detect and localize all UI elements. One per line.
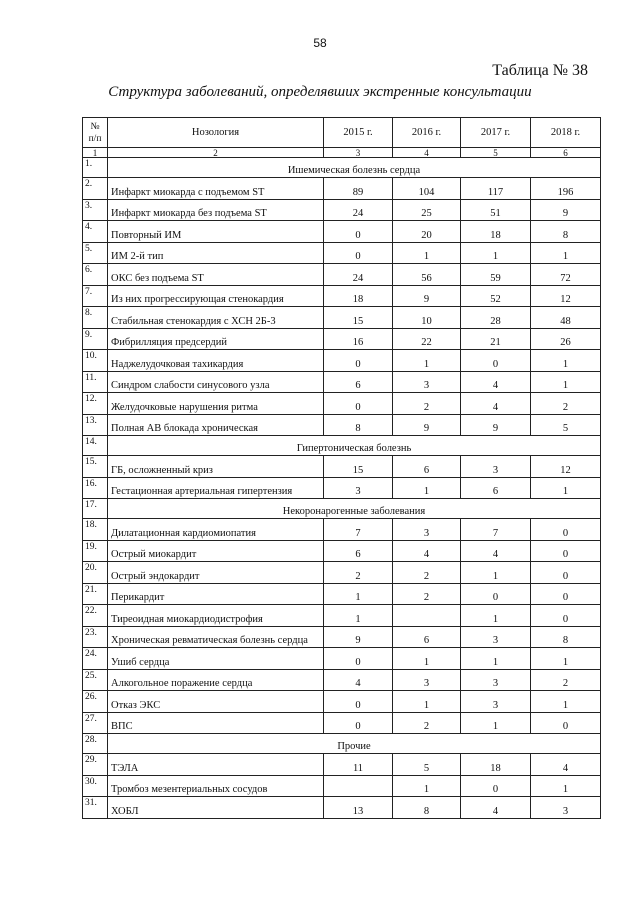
row-number: 13. xyxy=(83,414,108,436)
column-index-row xyxy=(83,148,601,158)
value-cell: 0 xyxy=(531,519,601,541)
nosology-name: Ушиб сердца xyxy=(108,648,324,670)
nosology-name: Острый миокардит xyxy=(108,540,324,562)
value-cell: 0 xyxy=(531,562,601,584)
nosology-name: Наджелудочковая тахикардия xyxy=(108,350,324,372)
header-row xyxy=(83,118,601,148)
value-cell: 0 xyxy=(531,583,601,605)
value-cell: 8 xyxy=(531,221,601,243)
row-number: 23. xyxy=(83,626,108,648)
header-year-2015: 2015 г. xyxy=(324,118,393,148)
row-number: 29. xyxy=(83,754,108,776)
value-cell: 0 xyxy=(324,350,393,372)
table-caption: Структура заболеваний, определявших экстренные консультации xyxy=(108,84,532,100)
value-cell: 2 xyxy=(393,583,461,605)
value-cell: 8 xyxy=(324,414,393,436)
row-number: 19. xyxy=(83,540,108,562)
nosology-name: ИМ 2-й тип xyxy=(108,242,324,264)
page-number: 58 xyxy=(313,36,327,50)
value-cell: 48 xyxy=(531,307,601,329)
table-row xyxy=(83,350,601,372)
row-number: 1. xyxy=(83,158,108,178)
value-cell: 1 xyxy=(461,712,531,734)
value-cell: 12 xyxy=(531,456,601,478)
nosology-name: Дилатационная кардиомиопатия xyxy=(108,519,324,541)
column-index: 4 xyxy=(393,148,461,158)
row-number: 25. xyxy=(83,669,108,691)
value-cell: 26 xyxy=(531,328,601,350)
table-row xyxy=(83,456,601,478)
nosology-name: Синдром слабости синусового узла xyxy=(108,371,324,393)
nosology-name: Фибрилляция предсердий xyxy=(108,328,324,350)
table-row xyxy=(83,393,601,415)
nosology-name: Гестационная артериальная гипертензия xyxy=(108,477,324,499)
column-index: 6 xyxy=(531,148,601,158)
nosology-name: Желудочковые нарушения ритма xyxy=(108,393,324,415)
value-cell: 7 xyxy=(324,519,393,541)
value-cell: 18 xyxy=(324,285,393,307)
row-number: 14. xyxy=(83,436,108,456)
value-cell: 51 xyxy=(461,199,531,221)
value-cell: 18 xyxy=(461,221,531,243)
table-row xyxy=(83,307,601,329)
table-row xyxy=(83,264,601,286)
value-cell: 2 xyxy=(393,562,461,584)
value-cell: 4 xyxy=(461,540,531,562)
value-cell: 56 xyxy=(393,264,461,286)
value-cell: 10 xyxy=(393,307,461,329)
value-cell: 1 xyxy=(393,691,461,713)
value-cell: 6 xyxy=(324,371,393,393)
table-body xyxy=(83,158,601,819)
value-cell: 104 xyxy=(393,178,461,200)
value-cell: 3 xyxy=(393,669,461,691)
value-cell: 18 xyxy=(461,754,531,776)
row-number: 22. xyxy=(83,605,108,627)
nosology-name: Алкогольное поражение сердца xyxy=(108,669,324,691)
value-cell: 9 xyxy=(393,414,461,436)
table-row xyxy=(83,242,601,264)
table-row xyxy=(83,285,601,307)
value-cell: 21 xyxy=(461,328,531,350)
section-title: Ишемическая болезнь сердца xyxy=(108,158,601,178)
value-cell: 15 xyxy=(324,307,393,329)
table-row xyxy=(83,669,601,691)
value-cell: 6 xyxy=(461,477,531,499)
row-number: 26. xyxy=(83,691,108,713)
value-cell: 15 xyxy=(324,456,393,478)
nosology-name: ХОБЛ xyxy=(108,797,324,819)
section-title: Некоронарогенные заболевания xyxy=(108,499,601,519)
section-title: Гипертоническая болезнь xyxy=(108,436,601,456)
value-cell: 1 xyxy=(393,350,461,372)
value-cell: 52 xyxy=(461,285,531,307)
nosology-name: ВПС xyxy=(108,712,324,734)
value-cell: 1 xyxy=(531,775,601,797)
value-cell: 1 xyxy=(461,242,531,264)
value-cell: 0 xyxy=(461,350,531,372)
value-cell: 3 xyxy=(461,626,531,648)
value-cell: 4 xyxy=(393,540,461,562)
value-cell: 0 xyxy=(324,691,393,713)
value-cell: 0 xyxy=(324,242,393,264)
row-number: 8. xyxy=(83,307,108,329)
value-cell: 3 xyxy=(393,371,461,393)
nosology-name: Хроническая ревматическая болезнь сердца xyxy=(108,626,324,648)
row-number: 31. xyxy=(83,797,108,819)
value-cell: 25 xyxy=(393,199,461,221)
section-row xyxy=(83,436,601,456)
row-number: 27. xyxy=(83,712,108,734)
value-cell: 4 xyxy=(461,797,531,819)
value-cell: 0 xyxy=(324,393,393,415)
value-cell: 3 xyxy=(324,477,393,499)
value-cell: 9 xyxy=(324,626,393,648)
nosology-name: Инфаркт миокарда с подъемом ST xyxy=(108,178,324,200)
value-cell: 24 xyxy=(324,199,393,221)
section-row xyxy=(83,158,601,178)
row-number: 17. xyxy=(83,499,108,519)
value-cell: 2 xyxy=(531,669,601,691)
value-cell: 2 xyxy=(324,562,393,584)
value-cell: 3 xyxy=(393,519,461,541)
table-row xyxy=(83,797,601,819)
table-row xyxy=(83,477,601,499)
row-number: 18. xyxy=(83,519,108,541)
value-cell: 3 xyxy=(461,691,531,713)
value-cell: 9 xyxy=(393,285,461,307)
section-row xyxy=(83,734,601,754)
value-cell: 9 xyxy=(531,199,601,221)
value-cell: 196 xyxy=(531,178,601,200)
column-index: 1 xyxy=(83,148,108,158)
row-number: 9. xyxy=(83,328,108,350)
value-cell: 89 xyxy=(324,178,393,200)
value-cell: 3 xyxy=(531,797,601,819)
table-row xyxy=(83,626,601,648)
value-cell: 4 xyxy=(461,371,531,393)
value-cell: 1 xyxy=(393,242,461,264)
value-cell: 0 xyxy=(531,605,601,627)
nosology-name: Отказ ЭКС xyxy=(108,691,324,713)
value-cell: 28 xyxy=(461,307,531,329)
row-number: 28. xyxy=(83,734,108,754)
value-cell: 1 xyxy=(393,648,461,670)
table-row xyxy=(83,648,601,670)
section-row xyxy=(83,499,601,519)
value-cell: 20 xyxy=(393,221,461,243)
row-number: 11. xyxy=(83,371,108,393)
column-index: 2 xyxy=(108,148,324,158)
nosology-name: Тромбоз мезентериальных сосудов xyxy=(108,775,324,797)
table-row xyxy=(83,540,601,562)
value-cell: 11 xyxy=(324,754,393,776)
nosology-name: Острый эндокардит xyxy=(108,562,324,584)
value-cell: 12 xyxy=(531,285,601,307)
value-cell: 7 xyxy=(461,519,531,541)
header-num: № п/п xyxy=(83,118,108,148)
value-cell: 4 xyxy=(324,669,393,691)
row-number: 10. xyxy=(83,350,108,372)
value-cell: 1 xyxy=(531,477,601,499)
value-cell: 3 xyxy=(461,669,531,691)
row-number: 21. xyxy=(83,583,108,605)
value-cell: 1 xyxy=(393,775,461,797)
row-number: 7. xyxy=(83,285,108,307)
value-cell: 1 xyxy=(324,583,393,605)
row-number: 3. xyxy=(83,199,108,221)
value-cell: 13 xyxy=(324,797,393,819)
row-number: 30. xyxy=(83,775,108,797)
value-cell xyxy=(393,605,461,627)
value-cell: 8 xyxy=(393,797,461,819)
value-cell: 8 xyxy=(531,626,601,648)
value-cell: 4 xyxy=(531,754,601,776)
value-cell: 3 xyxy=(461,456,531,478)
value-cell: 117 xyxy=(461,178,531,200)
column-index: 5 xyxy=(461,148,531,158)
nosology-name: ТЭЛА xyxy=(108,754,324,776)
table-row xyxy=(83,519,601,541)
value-cell: 22 xyxy=(393,328,461,350)
row-number: 20. xyxy=(83,562,108,584)
value-cell: 0 xyxy=(324,648,393,670)
value-cell: 0 xyxy=(324,712,393,734)
value-cell: 2 xyxy=(393,712,461,734)
value-cell: 0 xyxy=(461,775,531,797)
value-cell: 6 xyxy=(324,540,393,562)
value-cell: 1 xyxy=(531,350,601,372)
row-number: 16. xyxy=(83,477,108,499)
value-cell: 1 xyxy=(461,648,531,670)
table-row xyxy=(83,562,601,584)
row-number: 15. xyxy=(83,456,108,478)
value-cell: 6 xyxy=(393,626,461,648)
value-cell: 0 xyxy=(531,712,601,734)
value-cell: 1 xyxy=(531,648,601,670)
nosology-name: Тиреоидная миокардиодистрофия xyxy=(108,605,324,627)
header-year-2016: 2016 г. xyxy=(393,118,461,148)
nosology-name: Инфаркт миокарда без подъема ST xyxy=(108,199,324,221)
table-row xyxy=(83,605,601,627)
nosology-name: Полная АВ блокада хроническая xyxy=(108,414,324,436)
header-year-2017: 2017 г. xyxy=(461,118,531,148)
row-number: 6. xyxy=(83,264,108,286)
nosology-name: Стабильная стенокардия с ХСН 2Б-3 xyxy=(108,307,324,329)
value-cell: 2 xyxy=(531,393,601,415)
row-number: 5. xyxy=(83,242,108,264)
value-cell: 4 xyxy=(461,393,531,415)
value-cell: 1 xyxy=(324,605,393,627)
value-cell: 0 xyxy=(531,540,601,562)
value-cell: 1 xyxy=(531,242,601,264)
nosology-name: Из них прогрессирующая стенокардия xyxy=(108,285,324,307)
value-cell: 59 xyxy=(461,264,531,286)
value-cell: 1 xyxy=(393,477,461,499)
value-cell: 1 xyxy=(531,371,601,393)
value-cell: 1 xyxy=(461,562,531,584)
value-cell xyxy=(324,775,393,797)
value-cell: 5 xyxy=(393,754,461,776)
value-cell: 1 xyxy=(461,605,531,627)
table-label: Таблица № 38 xyxy=(492,62,588,79)
row-number: 2. xyxy=(83,178,108,200)
nosology-name: Повторный ИМ xyxy=(108,221,324,243)
nosology-table xyxy=(82,117,601,819)
table-row xyxy=(83,691,601,713)
nosology-name: Перикардит xyxy=(108,583,324,605)
value-cell: 72 xyxy=(531,264,601,286)
row-number: 24. xyxy=(83,648,108,670)
table-row xyxy=(83,775,601,797)
row-number: 12. xyxy=(83,393,108,415)
value-cell: 6 xyxy=(393,456,461,478)
table-row xyxy=(83,328,601,350)
header-year-2018: 2018 г. xyxy=(531,118,601,148)
value-cell: 16 xyxy=(324,328,393,350)
table-row xyxy=(83,583,601,605)
table-row xyxy=(83,754,601,776)
column-index: 3 xyxy=(324,148,393,158)
value-cell: 9 xyxy=(461,414,531,436)
table-row xyxy=(83,178,601,200)
row-number: 4. xyxy=(83,221,108,243)
value-cell: 2 xyxy=(393,393,461,415)
value-cell: 0 xyxy=(461,583,531,605)
nosology-name: ОКС без подъема ST xyxy=(108,264,324,286)
table-row xyxy=(83,221,601,243)
header-nosology: Нозология xyxy=(108,118,324,148)
value-cell: 5 xyxy=(531,414,601,436)
table-row xyxy=(83,371,601,393)
value-cell: 0 xyxy=(324,221,393,243)
table-row xyxy=(83,199,601,221)
nosology-name: ГБ, осложненный криз xyxy=(108,456,324,478)
table-row xyxy=(83,712,601,734)
value-cell: 24 xyxy=(324,264,393,286)
value-cell: 1 xyxy=(531,691,601,713)
table-row xyxy=(83,414,601,436)
section-title: Прочие xyxy=(108,734,601,754)
